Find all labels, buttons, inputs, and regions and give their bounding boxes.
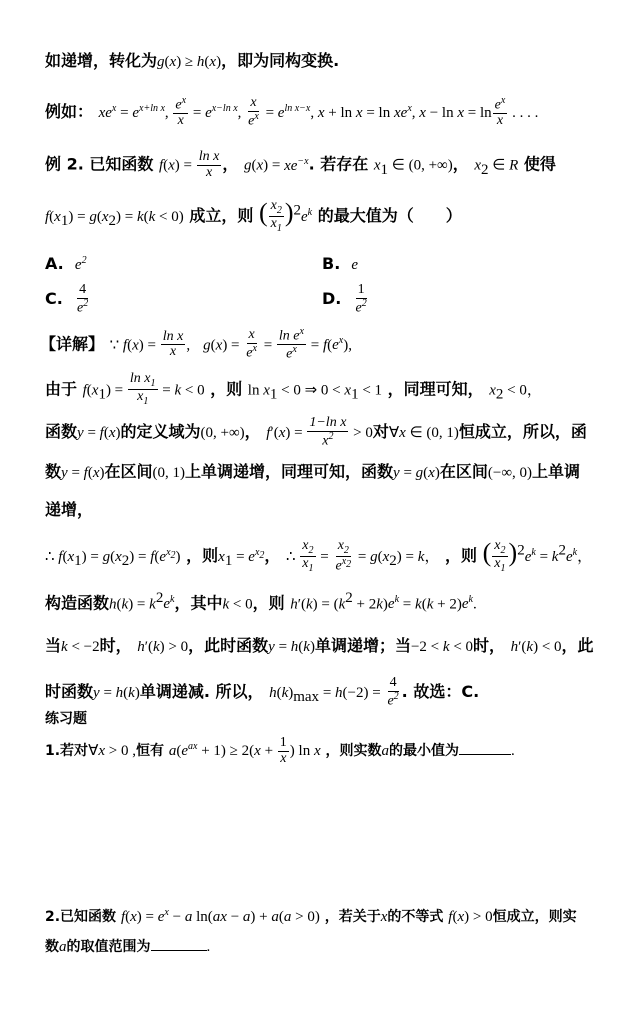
solution-line7: 构造函数$h(k) = k^2e^k$，其中k < 0，则 $h'(k) = (k^2 + 2k)e^k = k(k + 2)e^k$. <box>45 590 477 613</box>
intro-line: 如递增，转化为g(x) ≥ h(x)，即为同构变换. <box>45 51 340 70</box>
option-d: D. $\frac{1}{e^2}$ <box>322 282 367 316</box>
solution-line4: 数y = f(x)在区间(0, 1)上单调递增，同理可知，函数y = g(x)在区间(−∞, 0)上单调 <box>45 462 581 481</box>
solution-line2: 由于 $f(x_1)$ = $\frac{\ln x_1}{x_1}$ = k < 0 ，则 $\ln x_1 < 0$ ⇒ $0 < x_1 < 1$ ，同理可知， $x_2 < 0$， <box>45 371 542 408</box>
option-b: B. e <box>322 254 359 273</box>
solution-line1: 【详解】 ∵ f(x) = $\frac{\text{ln x}}{x}$ , g(x) = $\frac{x}{e^x}$ = $\frac{\ln e^x}{e^x}$ = $f(e^x)$, <box>40 326 352 362</box>
solution-line3: 函数y = f(x)的定义域为(0, +∞)， f′(x) = $\frac{\text{1−ln x}}{x^2}$ > 0对∀x ∈ (0, 1)恒成立，所以，函 <box>45 415 587 449</box>
examples-line: 例如： $xe^x = e^{x+ln x}$, $\frac{e^x}{x}$ = $e^{x-ln x}$, $\frac{x}{e^x}$ = $e^{ln x-x}$, $x + \ln x = \ln xe^x$, x − ln x = ln $\frac{e^x}{x}$ . . . . <box>45 95 539 129</box>
practice-q2-line2: 数a的取值范围为 . <box>45 936 210 956</box>
example2-line1: 例 2. 已知函数 f(x) = $\frac{\text{ln x}}{x}$ ， $g(x) = xe^{-x}$. 若存在 $x_1$ ∈ (0, +∞)， $x_2$ ∈ R 使得 <box>45 149 556 180</box>
q2-answer-blank[interactable] <box>151 936 207 951</box>
practice-q1: 1.若对∀x > 0 ,恒有 $a(e^{ax} + 1) \ge 2(x$ + $\frac{1}{x}$ ) ln x ，则实数a的最小值为 . <box>45 735 515 766</box>
option-c: C. $\frac{4}{e^2}$ <box>45 282 89 316</box>
practice-heading: 练习题 <box>45 711 87 727</box>
practice-q2-line1: 2.已知函数 $f(x) = e^x - a$ ln(ax − a) + a(a > 0) ，若关于x的不等式 f(x) > 0恒成立，则实 <box>45 907 577 925</box>
example2-line2: $f(x_1) = g(x_2) = k(k < 0)$ 成立，则 ( $\frac{x_2}{x_1}$ )$^2e^k$ 的最大值为（ ） <box>45 197 462 234</box>
solution-line9: 时函数y = h(k)单调递减. 所以， $h(k)_{max} = h(-2)$ = $\frac{4}{e^2}$ . 故选：C. <box>45 675 480 709</box>
option-a: A. $e^2$ <box>45 254 87 273</box>
solution-line6: ∴ $f(x_1) = g(x_2) = f(e^{x_2})$ ，则$x_1 = e^{x_2}$， ∴ $\frac{x_2}{x_1}$ = $\frac{x_2}{e^{x_2}}$ = $g(x_2) = k$， ，则 ( $\frac{x_2}{x_1}$ )$^2e^k = k^2e^k$， <box>45 537 593 574</box>
q1-answer-blank[interactable] <box>459 740 511 755</box>
solution-line8: 当k < −2时， h′(k) > 0，此时函数y = h(k)单调递增；当−2 < k < 0时， h′(k) < 0，此 <box>45 636 594 655</box>
solution-line5: 递增， <box>45 500 94 519</box>
